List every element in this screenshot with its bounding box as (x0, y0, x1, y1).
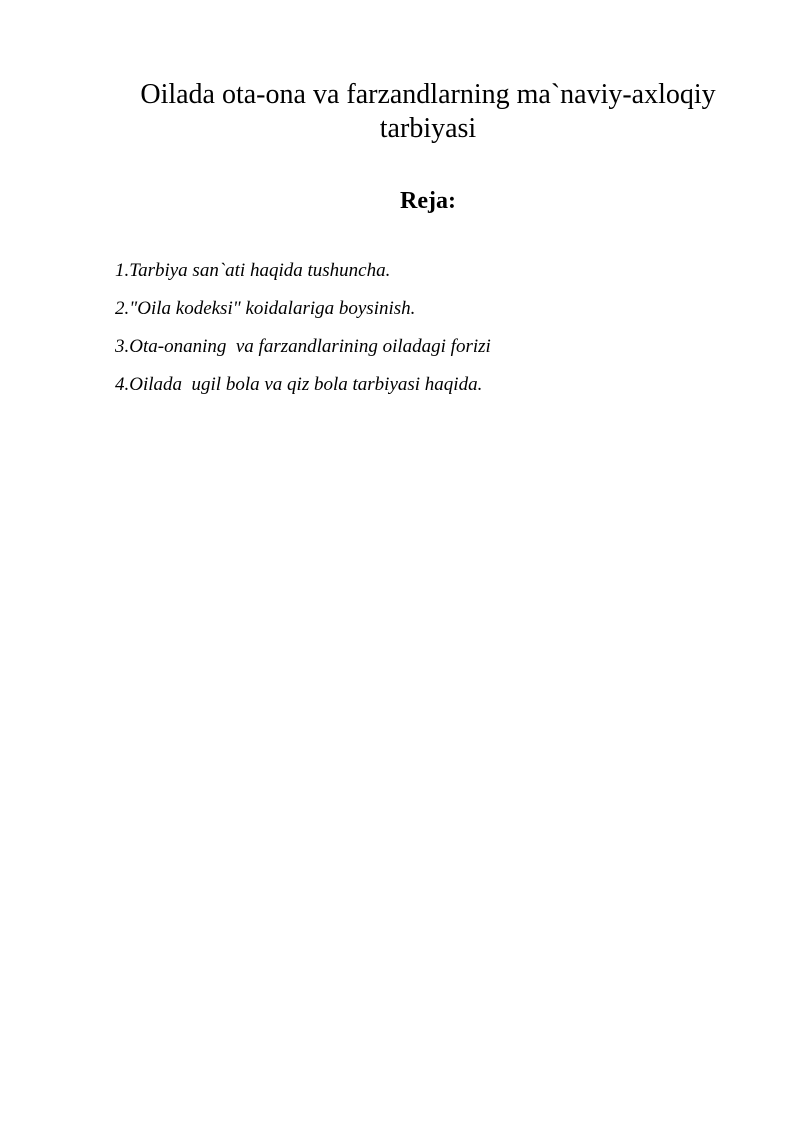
plan-list (115, 258, 491, 410)
plan-heading: Reja: (400, 188, 456, 214)
plan-item: 3.Ota-onaning va farzandlarining oiladagi forizi (115, 336, 491, 357)
plan-item: 2."Oila kodeksi" koidalariga boysinish. (115, 298, 416, 319)
plan-item: 4.Oilada ugil bola va qiz bola tarbiyasi haqida. (115, 374, 483, 395)
document-title: Oilada ota-ona va farzandlarning ma`naviy-axloqiy tarbiyasi (140, 79, 716, 144)
plan-item: 1.Tarbiya san`ati haqida tushuncha. (115, 260, 391, 281)
